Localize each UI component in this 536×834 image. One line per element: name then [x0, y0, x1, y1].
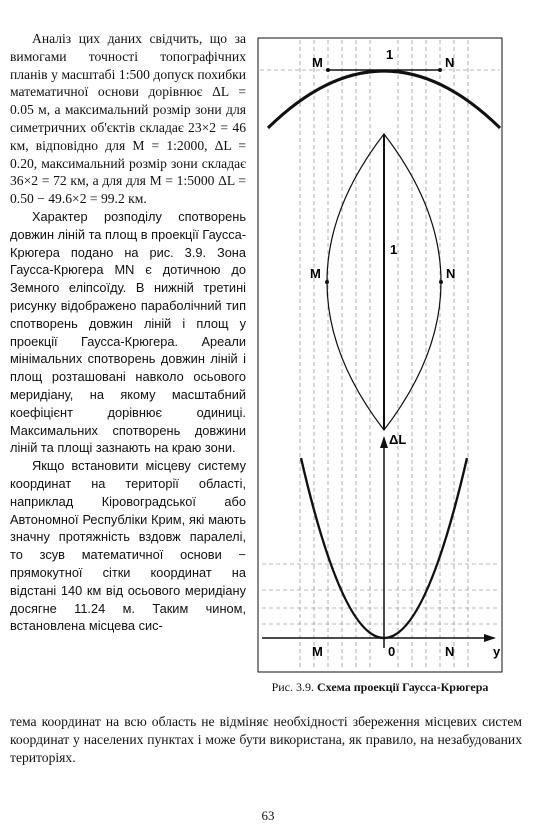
axis-label-dl: ΔL: [389, 432, 407, 447]
top-label-n: N: [445, 55, 455, 70]
middle-label-1: 1: [390, 242, 398, 257]
bottom-text: [10, 713, 522, 766]
top-label-1: 1: [386, 47, 394, 62]
figure-frame: [258, 38, 502, 672]
page-number: 63: [261, 808, 275, 823]
paragraph-1: Аналіз цих даних свідчить, що за вимогами точності топографічних планів у масштабі 1:500 допуск похибки математичної основи дорівнює ΔL = 0.05 м, а максимальний розмір зони для симетричних об'єктів складає 23×2 = 46 км, відповідно для M = 1:2000, ΔL = 0.20, максимальний розмір зони складає 36×2 = 72 км, а для для M = 1:5000 ΔL = 0.50 − 49.6×2 = 99.2 км.: [10, 31, 246, 207]
paragraph-2: Характер розподілу спотворень довжин ліній та площ в проекції Гаусса-Крюгера подано на рис. 3.9. Зона Гаусса-Крюгера MN є дотичною до Земного еліпсоїду. В нижній третині рисунку відображено параболічний тип спотворень довжин ліній і площ у проекції Гаусса-Крюгера. Ареали мінімальних спотворень довжин ліній і площ розташовані навколо осьового меридіану, на якому масштабний коефіцієнт дорівнює одиниці. Максимальних спотворень довжини ліній та площі зазнають на краю зони.: [10, 208, 246, 456]
ellipsoid-arc: [268, 71, 500, 128]
axis-label-y: y: [493, 644, 501, 659]
origin-label: 0: [388, 644, 396, 659]
bottom-label-m: M: [312, 644, 323, 659]
paragraph-3: Якщо встановити місцеву систему координат на території області, наприклад Кіровоградської або Автономної Республіки Крим, які мають значну протяжність вздовж паралелі, то зсув математичної основи − прямокутної сітки координат на відстані 140 км від осьового меридіану досягне 11.24 м. Таким чином, встановлена місцева сис-: [10, 458, 246, 634]
guide-lines: [260, 40, 500, 670]
bottom-label-n: N: [445, 644, 455, 659]
figure-caption: [258, 680, 502, 694]
paragraph-continuation: тема координат на всю область не відміняє необхідності збереження місцевих систем координат у населених пунктах і може бути використана, як правило, на незабудованих територіях.: [10, 714, 522, 765]
caption-prefix: Рис. 3.9.: [271, 680, 314, 694]
top-label-m: M: [312, 55, 323, 70]
middle-label-m: M: [310, 266, 321, 281]
caption-title: Схема проекції Гаусса-Крюгера: [316, 680, 489, 694]
middle-label-n: N: [446, 266, 456, 281]
